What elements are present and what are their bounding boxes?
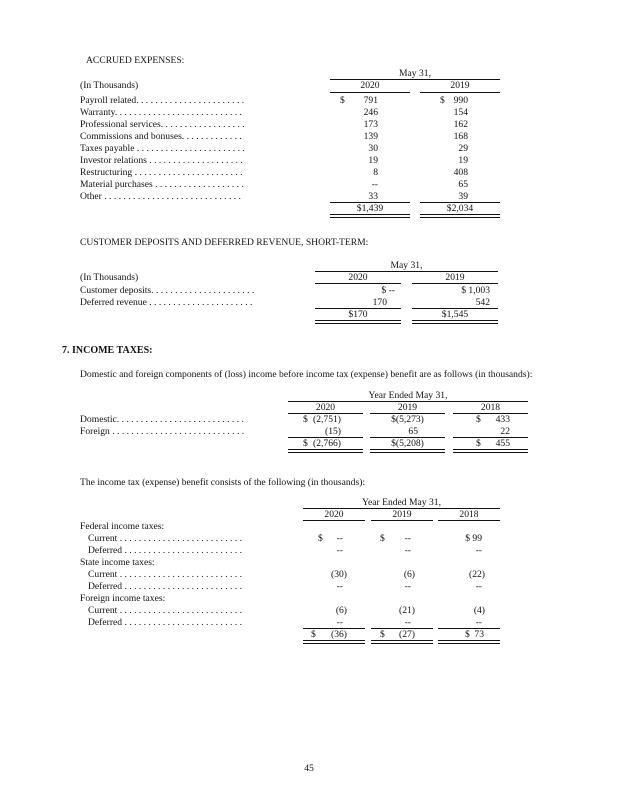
value-2018: $ 99 — [465, 533, 482, 544]
currency-symbol: $ — [380, 629, 385, 640]
row-label: Deferred . . . . . . . . . . . . . . . . . . . . . . . . . — [88, 545, 243, 556]
deposits-period-header: May 31, — [390, 260, 423, 271]
row-label: Domestic. . . . . . . . . . . . . . . . . . . . . . . . . . . — [80, 414, 244, 425]
group-label-state: State income taxes: — [80, 557, 155, 568]
row-label: Taxes payable . . . . . . . . . . . . . . . . . . . . . . . — [80, 143, 245, 154]
expense-year-2018: 2018 — [459, 509, 479, 520]
value-2018: -- — [475, 581, 482, 592]
accrued-year-2019: 2019 — [450, 80, 470, 91]
row-label: Current . . . . . . . . . . . . . . . . . . . . . . . . . . — [88, 569, 243, 580]
row-label: Investor relations . . . . . . . . . . . . . . . . . . . . — [80, 155, 243, 166]
value-2019: 65 — [458, 179, 468, 190]
expense-year-2020: 2020 — [324, 509, 344, 520]
deposits-year-rule-2 — [412, 283, 498, 284]
accrued-unit-label: (In Thousands) — [80, 80, 139, 91]
value-2018: 433 — [495, 414, 510, 425]
row-label: Payroll related. . . . . . . . . . . . . . . . . . . . . . . — [80, 95, 245, 106]
row-label: Customer deposits. . . . . . . . . . . . . . . . . . . . . . — [80, 285, 255, 296]
group-label-federal: Federal income taxes: — [80, 521, 165, 532]
value-2018: (4) — [473, 605, 485, 616]
section-heading-income-taxes: 7. INCOME TAXES: — [62, 345, 153, 356]
group-label-foreign: Foreign income taxes: — [80, 593, 166, 604]
value-2020: 246 — [363, 107, 378, 118]
total-2019: $1,545 — [441, 309, 469, 320]
accrued-period-header: May 31, — [399, 68, 431, 79]
value-2020: (6) — [335, 605, 347, 616]
expense-intro: The income tax (expense) benefit consists of the following (in thousands): — [80, 477, 366, 488]
double-rule — [303, 640, 365, 644]
double-rule — [412, 320, 498, 324]
expense-year-rule-2 — [371, 520, 433, 521]
double-rule — [370, 449, 445, 453]
expense-year-rule-1 — [303, 520, 365, 521]
value-2018: -- — [475, 545, 482, 556]
value-2020: 173 — [363, 119, 378, 130]
value-2020: 791 — [363, 95, 378, 106]
row-label: Other . . . . . . . . . . . . . . . . . . . . . . . . . . . . . — [80, 191, 241, 202]
currency-symbol: $ — [440, 95, 445, 106]
row-label: Foreign . . . . . . . . . . . . . . . . . . . . . . . . . . . . — [80, 426, 245, 437]
value-2020: -- — [371, 179, 378, 190]
value-2019: 39 — [458, 191, 468, 202]
total-2018: 73 — [474, 629, 484, 640]
double-rule — [420, 214, 500, 218]
value-2018: (22) — [469, 569, 485, 580]
value-2020: -- — [336, 545, 343, 556]
components-year-2019: 2019 — [397, 402, 418, 413]
currency-symbol: $ — [476, 438, 481, 449]
total-2020: (36) — [331, 629, 347, 640]
value-2019: 408 — [453, 167, 468, 178]
row-label: Deferred . . . . . . . . . . . . . . . . . . . . . . . . . — [88, 581, 243, 592]
total-2020: (2,766) — [313, 438, 341, 449]
currency-symbol: $ — [311, 629, 316, 640]
value-2019: $ 1,003 — [461, 285, 490, 296]
deposits-unit-label: (In Thousands) — [80, 272, 139, 283]
total-2019: $(5,208) — [391, 438, 424, 449]
expense-year-rule-3 — [438, 520, 500, 521]
total-2019: (27) — [399, 629, 415, 640]
total-2019: $2,034 — [446, 203, 474, 214]
value-2019: 162 — [453, 119, 468, 130]
value-2020: (2,751) — [313, 414, 341, 425]
value-2020: 19 — [368, 155, 378, 166]
value-2020: (15) — [325, 426, 341, 437]
value-2019: -- — [404, 617, 411, 628]
double-rule — [330, 214, 410, 218]
value-2019: 29 — [458, 143, 468, 154]
deposits-year-2019: 2019 — [445, 272, 465, 283]
currency-symbol: $ — [340, 95, 345, 106]
row-label: Current . . . . . . . . . . . . . . . . . . . . . . . . . . — [88, 533, 243, 544]
accrued-year-rule-1 — [330, 92, 410, 93]
double-rule — [371, 640, 433, 644]
value-2019: (6) — [403, 569, 415, 580]
value-2019: -- — [404, 581, 411, 592]
value-2019: 542 — [475, 297, 490, 308]
value-2019: 168 — [453, 131, 468, 142]
double-rule — [315, 320, 401, 324]
customer-deposits-title: CUSTOMER DEPOSITS AND DEFERRED REVENUE, SHORT-TERM: — [80, 237, 369, 248]
row-label: Commissions and bonuses. . . . . . . . . . . . . — [80, 131, 242, 142]
currency-symbol: $ — [476, 414, 481, 425]
components-period-header: Year Ended May 31, — [368, 390, 448, 401]
currency-symbol: $ — [303, 414, 308, 425]
accrued-year-2020: 2020 — [360, 80, 380, 91]
value-2020: 33 — [368, 191, 378, 202]
currency-symbol: $ — [465, 629, 470, 640]
row-label: Material purchases . . . . . . . . . . . . . . . . . . . — [80, 179, 244, 190]
expense-period-header: Year Ended May 31, — [362, 497, 441, 508]
value-2019: -- — [404, 533, 411, 544]
value-2019: 19 — [458, 155, 468, 166]
total-2020: $170 — [348, 309, 368, 320]
value-2018: 22 — [500, 426, 510, 437]
value-2019: -- — [404, 545, 411, 556]
value-2018: -- — [475, 617, 482, 628]
total-2018: 455 — [495, 438, 510, 449]
components-year-2018: 2018 — [480, 402, 501, 413]
value-2019: 154 — [453, 107, 468, 118]
value-2019: 65 — [408, 426, 418, 437]
currency-symbol: $ — [318, 533, 323, 544]
value-2019: 990 — [453, 95, 468, 106]
value-2020: 8 — [373, 167, 378, 178]
value-2020: -- — [336, 533, 343, 544]
value-2020: 30 — [368, 143, 378, 154]
row-label: Professional services. . . . . . . . . . . . . . . . . . — [80, 119, 245, 130]
accrued-expenses-title: ACCRUED EXPENSES: — [86, 55, 185, 66]
row-label: Restructuring . . . . . . . . . . . . . . . . . . . . . . . — [80, 167, 243, 178]
row-label: Warranty. . . . . . . . . . . . . . . . . . . . . . . . . . . — [80, 107, 242, 118]
double-rule — [453, 449, 528, 453]
row-label: Current . . . . . . . . . . . . . . . . . . . . . . . . . . — [88, 605, 243, 616]
deposits-year-2020: 2020 — [348, 272, 368, 283]
value-2020: -- — [336, 581, 343, 592]
currency-symbol: $ — [380, 533, 385, 544]
total-2020: $1,439 — [356, 203, 384, 214]
value-2020: 170 — [372, 297, 387, 308]
value-2020: 139 — [363, 131, 378, 142]
value-2020: $ -- — [381, 285, 395, 296]
row-label: Deferred revenue . . . . . . . . . . . . . . . . . . . . . . — [80, 297, 253, 308]
income-taxes-intro: Domestic and foreign components of (loss) income before income tax (expense) benefit are as follows (in thousands): — [80, 369, 533, 380]
page-number: 45 — [304, 763, 314, 774]
value-2020: -- — [336, 617, 343, 628]
value-2019: (21) — [399, 605, 415, 616]
expense-year-2019: 2019 — [392, 509, 412, 520]
double-rule — [288, 449, 363, 453]
value-2019: $(5,273) — [391, 414, 424, 425]
double-rule — [438, 640, 500, 644]
value-2020: (30) — [331, 569, 347, 580]
deposits-year-rule-1 — [315, 283, 401, 284]
accrued-year-rule-2 — [420, 92, 500, 93]
components-year-2020: 2020 — [315, 402, 336, 413]
currency-symbol: $ — [303, 438, 308, 449]
row-label: Deferred . . . . . . . . . . . . . . . . . . . . . . . . . — [88, 617, 243, 628]
